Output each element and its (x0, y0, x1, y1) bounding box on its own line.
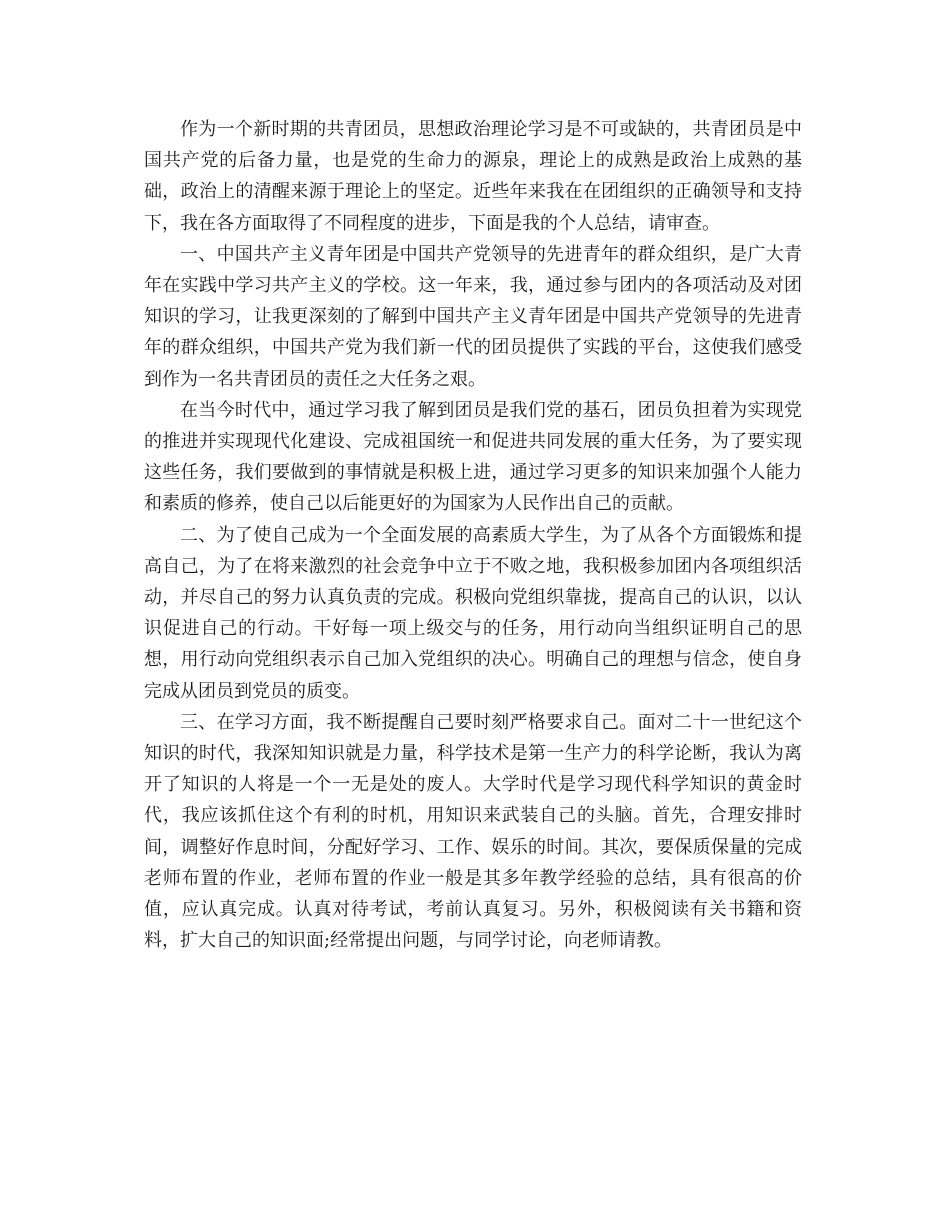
paragraph-section-three: 三、在学习方面，我不断提醒自己要时刻严格要求自己。面对二十一世纪这个知识的时代，我深知知识就是力量，科学技术是第一生产力的科学论断，我认为离开了知识的人将是一个一无是处的废人。大学时代是学习现代科学知识的黄金时代，我应该抓住这个有利的时机，用知识来武装自己的头脑。首先，合理安排时间，调整好作息时间，分配好学习、工作、娱乐的时间。其次，要保质保量的完成老师布置的作业，老师布置的作业一般是其多年教学经验的总结，具有很高的价值，应认真完成。认真对待考试，考前认真复习。另外，积极阅读有关书籍和资料，扩大自己的知识面;经常提出问题，与同学讨论，向老师请教。 (144, 711, 802, 952)
paragraph-intro: 作为一个新时期的共青团员，思想政治理论学习是不可或缺的，共青团员是中国共产党的后备力量，也是党的生命力的源泉，理论上的成熟是政治上成熟的基础，政治上的清醒来源于理论上的坚定。近些年来我在在团组织的正确领导和支持下，我在各方面取得了不同程度的进步，下面是我的个人总结，请审查。 (144, 119, 802, 234)
paragraph-section-one-continued: 在当今时代中，通过学习我了解到团员是我们党的基石，团员负担着为实现党的推进并实现现代化建设、完成祖国统一和促进共同发展的重大任务，为了要实现这些任务，我们要做到的事情就是积极上进，通过学习更多的知识来加强个人能力和素质的修养，使自己以后能更好的为国家为人民作出自己的贡献。 (144, 399, 802, 515)
document-body (144, 114, 802, 956)
paragraph-section-one: 一、中国共产主义青年团是中国共产党领导的先进青年的群众组织，是广大青年在实践中学习共产主义的学校。这一年来，我，通过参与团内的各项活动及对团知识的学习，让我更深刻的了解到中国共产主义青年团是中国共产党领导的先进青年的群众组织，中国共产党为我们新一代的团员提供了实践的平台，这使我们感受到作为一名共青团员的责任之大任务之艰。 (144, 243, 802, 390)
paragraph-section-two: 二、为了使自己成为一个全面发展的高素质大学生，为了从各个方面锻炼和提高自己，为了在将来激烈的社会竞争中立于不败之地，我积极参加团内各项组织活动，并尽自己的努力认真负责的完成。积极向党组织靠拢，提高自己的认识，以认识促进自己的行动。干好每一项上级交与的任务，用行动向当组织证明自己的思想，用行动向党组织表示自己加入党组织的决心。明确自己的理想与信念，使自身完成从团员到党员的质变。 (144, 524, 802, 702)
